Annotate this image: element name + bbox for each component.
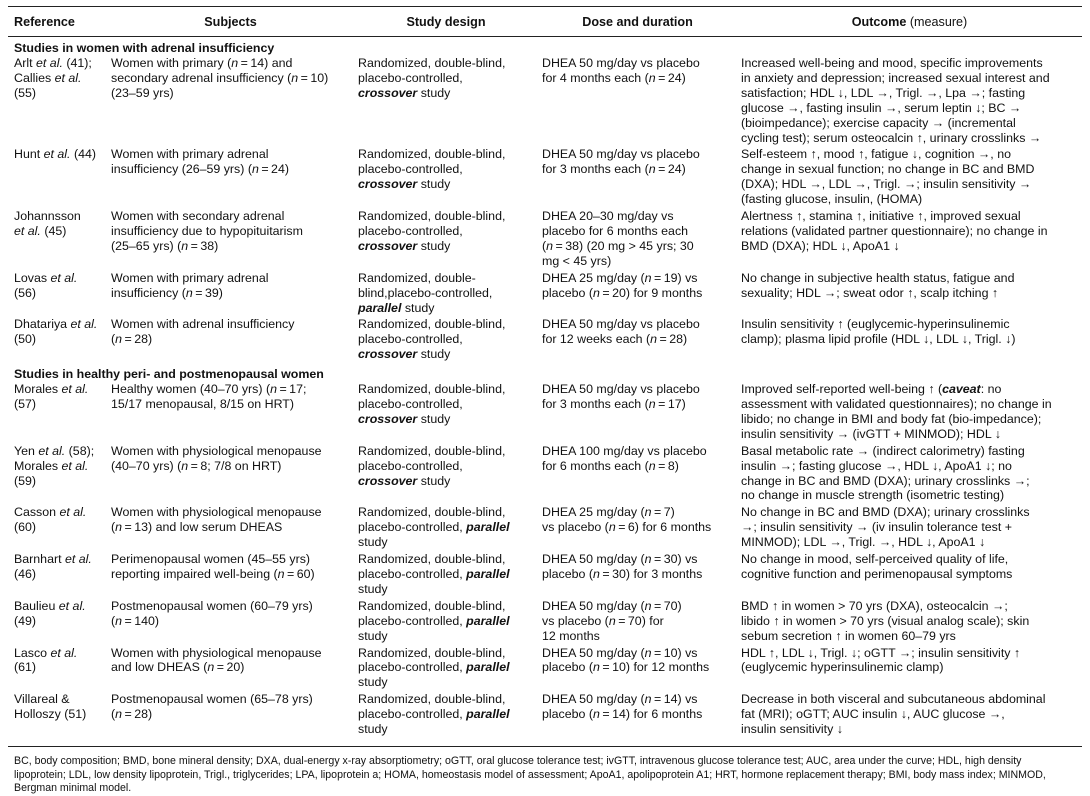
study-design-cell: Randomized, double-blind, placebo-controlled, parallel study: [358, 692, 510, 737]
outcome-cell: Decrease in both visceral and subcutaneous abdominal fat (MRI); oGTT; AUC insulin ↓, AUC glucose →, insulin sensitivity ↓: [741, 692, 1046, 737]
section-header: [8, 364, 1082, 382]
header-subjects: Subjects: [204, 15, 257, 29]
reference-cell: Lasco et al. (61): [14, 645, 78, 675]
reference-cell: Casson et al. (60): [14, 505, 87, 535]
table-row: [8, 505, 1082, 552]
study-design-cell: Randomized, double-blind, placebo-controlled, parallel study: [358, 505, 510, 550]
outcome-cell: Alertness ↑, stamina ↑, initiative ↑, improved sexual relations (validated partner questionnaire); no change in BMD (DXA); HDL ↓, ApoA1 ↓: [741, 209, 1048, 253]
reference-cell: Hunt et al. (44): [14, 147, 96, 162]
dose-duration-cell: DHEA 25 mg/day (n = 19) vs placebo (n = 20) for 9 months: [542, 270, 703, 300]
dose-duration-cell: DHEA 25 mg/day (n = 7) vs placebo (n = 6) for 6 months: [542, 505, 712, 535]
table-body: [8, 37, 1082, 746]
reference-cell: Lovas et al. (56): [14, 270, 78, 300]
dose-duration-cell: DHEA 50 mg/day vs placebo for 4 months each (n = 24): [542, 56, 700, 85]
study-design-cell: Randomized, double-blind, placebo-controlled, parallel study: [358, 598, 510, 643]
header-row: [8, 7, 1082, 36]
section-title: Studies in healthy peri- and postmenopausal women: [14, 367, 324, 382]
reference-cell: Johannsson et al. (45): [14, 209, 81, 238]
table-row: [8, 646, 1082, 693]
section-header: [8, 37, 1082, 56]
study-design-cell: Randomized, double-blind, placebo-controlled, crossover study: [358, 317, 506, 362]
header-outcome: [737, 7, 1082, 36]
subjects-cell: Women with adrenal insufficiency (n = 28): [111, 317, 295, 347]
subjects-cell: Women with primary (n = 14) and secondary adrenal insufficiency (n = 10) (23–59 yrs): [111, 56, 329, 100]
reference-cell: Arlt et al. (41); Callies et al. (55): [14, 56, 92, 100]
outcome-cell: No change in BC and BMD (DXA); urinary crosslinks →; insulin sensitivity → (iv insulin tolerance test + MINMOD); LDL →, Trigl. →, HDL ↓, ApoA1 ↓: [741, 505, 1030, 550]
table-row: [8, 209, 1082, 271]
header-outcome-label: Outcome: [851, 15, 907, 29]
studies-table: [8, 7, 1082, 746]
dose-duration-cell: DHEA 50 mg/day vs placebo for 3 months each (n = 24): [542, 147, 700, 177]
subjects-cell: Women with physiological menopause (n = 13) and low serum DHEAS: [111, 505, 322, 535]
table-row: [8, 317, 1082, 364]
study-design-cell: Randomized, double-blind, placebo-controlled, crossover study: [358, 147, 506, 192]
dose-duration-cell: DHEA 50 mg/day vs placebo for 12 weeks each (n = 28): [542, 317, 700, 347]
study-design-cell: Randomized, double- blind,placebo-controlled, parallel study: [358, 270, 493, 315]
table-footnote: BC, body composition; BMD, bone mineral density; DXA, dual-energy x-ray absorptiometry; oGTT, oral glucose tolerance test; ivGTT, intravenous glucose tolerance test; AUC, area under the curve; HDL, high density lipoprotein; LDL, low density lipoprotein, Trigl., triglycerides; LPA, lipoprotein a; HOMA, homeostasis model of assessment; ApoA1, apolipoprotein A1; HRT, hormone replacement therapy; BMI, body mass index; MINMOD, Bergman minimal model.: [14, 754, 1046, 795]
table-container: [8, 6, 1082, 796]
reference-cell: Morales et al. (57): [14, 382, 89, 412]
subjects-cell: Postmenopausal women (60–79 yrs) (n = 140): [111, 598, 313, 628]
subjects-cell: Women with physiological menopause and low DHEAS (n = 20): [111, 645, 322, 675]
study-design-cell: Randomized, double-blind, placebo-controlled, crossover study: [358, 443, 506, 488]
header-reference: Reference: [14, 15, 75, 29]
outcome-cell: BMD ↑ in women > 70 yrs (DXA), osteocalcin →; libido ↑ in women > 70 yrs (visual analog scale); skin sebum secretion ↑ in women 60–79 yrs: [741, 598, 1030, 643]
reference-cell: Barnhart et al. (46): [14, 552, 92, 581]
table-row: [8, 599, 1082, 646]
outcome-cell: Increased well-being and mood, specific improvements in anxiety and depression; increased sexual interest and satisfaction; HDL ↓, LDL →, Trigl. →, Lpa →; fasting glucose →, fasting insulin →, serum leptin ↓; BC → (bioimpedance); exercise capacity → (incremental cycling test); serum osteocalcin ↑, urinary crosslinks →: [741, 56, 1050, 145]
study-design-cell: Randomized, double-blind, placebo-controlled, crossover study: [358, 382, 506, 426]
header-dose-duration: Dose and duration: [582, 15, 693, 29]
subjects-cell: Healthy women (40–70 yrs) (n = 17; 15/17 menopausal, 8/15 on HRT): [111, 382, 307, 412]
table-row: [8, 692, 1082, 739]
header-outcome-note: (measure): [909, 15, 968, 29]
reference-cell: Yen et al. (58); Morales et al. (59): [14, 443, 95, 488]
header-study-design: Study design: [406, 15, 486, 29]
outcome-cell: Self-esteem ↑, mood ↑, fatigue ↓, cognition →, no change in sexual function; no change in BC and BMD (DXA); HDL →, LDL →, Trigl. →; insulin sensitivity → (fasting glucose, insulin, (HOMA): [741, 147, 1035, 207]
dose-duration-cell: DHEA 50 mg/day vs placebo for 3 months each (n = 17): [542, 382, 700, 412]
study-design-cell: Randomized, double-blind, placebo-controlled, crossover study: [358, 209, 506, 253]
outcome-cell: Insulin sensitivity ↑ (euglycemic-hyperinsulinemic clamp); plasma lipid profile (HDL ↓, LDL ↓, Trigl. ↓): [741, 317, 1016, 347]
study-design-cell: Randomized, double-blind, placebo-controlled, parallel study: [358, 552, 510, 596]
table-row: [8, 56, 1082, 147]
subjects-cell: Perimenopausal women (45–55 yrs) reporting impaired well-being (n = 60): [111, 552, 315, 581]
dose-duration-cell: DHEA 50 mg/day (n = 10) vs placebo (n = 10) for 12 months: [542, 645, 710, 675]
table-row: [8, 444, 1082, 506]
table-row: [8, 382, 1082, 444]
reference-cell: Villareal & Holloszy (51): [14, 692, 87, 722]
outcome-cell: HDL ↑, LDL ↓, Trigl. ↓; oGTT →; insulin sensitivity ↑ (euglycemic hyperinsulinemic clamp): [741, 645, 1021, 675]
subjects-cell: Women with physiological menopause (40–70 yrs) (n = 8; 7/8 on HRT): [111, 443, 322, 473]
outcome-cell: No change in mood, self-perceived quality of life, cognitive function and perimenopausal symptoms: [741, 552, 1013, 581]
subjects-cell: Women with primary adrenal insufficiency (26–59 yrs) (n = 24): [111, 147, 289, 177]
section-title: Studies in women with adrenal insufficiency: [14, 41, 275, 55]
outcome-cell: Improved self-reported well-being ↑ (caveat: no assessment with validated questionnaires); no change in libido; no change in BMI and body fat (bio-impedance); insulin sensitivity → (ivGTT + MINMOD); HDL ↓: [741, 382, 1052, 441]
subjects-cell: Women with primary adrenal insufficiency (n = 39): [111, 270, 269, 300]
subjects-cell: Women with secondary adrenal insufficiency due to hypopituitarism (25–65 yrs) (n = 38): [111, 209, 303, 253]
dose-duration-cell: DHEA 20–30 mg/day vs placebo for 6 months each (n = 38) (20 mg > 45 yrs; 30 mg < 45 yrs): [542, 209, 694, 268]
outcome-cell: Basal metabolic rate → (indirect calorimetry) fasting insulin →; fasting glucose →, HDL ↓, ApoA1 ↓; no change in BC and BMD (DXA); urinary crosslinks →; no change in muscle strength (isometric testing): [741, 443, 1030, 503]
reference-cell: Dhatariya et al. (50): [14, 317, 98, 347]
dose-duration-cell: DHEA 50 mg/day (n = 14) vs placebo (n = 14) for 6 months: [542, 692, 703, 722]
study-design-cell: Randomized, double-blind, placebo-controlled, crossover study: [358, 56, 506, 100]
study-design-cell: Randomized, double-blind, placebo-controlled, parallel study: [358, 645, 510, 690]
outcome-cell: No change in subjective health status, fatigue and sexuality; HDL →; sweat odor ↑, scalp itching ↑: [741, 270, 1015, 300]
dose-duration-cell: DHEA 50 mg/day (n = 30) vs placebo (n = 30) for 3 months: [542, 552, 703, 581]
reference-cell: Baulieu et al. (49): [14, 598, 86, 628]
subjects-cell: Postmenopausal women (65–78 yrs) (n = 28): [111, 692, 313, 722]
dose-duration-cell: DHEA 100 mg/day vs placebo for 6 months each (n = 8): [542, 443, 707, 473]
table-row: [8, 552, 1082, 599]
table-row: [8, 271, 1082, 318]
table-row: [8, 147, 1082, 209]
dose-duration-cell: DHEA 50 mg/day (n = 70) vs placebo (n = 70) for 12 months: [542, 598, 682, 643]
